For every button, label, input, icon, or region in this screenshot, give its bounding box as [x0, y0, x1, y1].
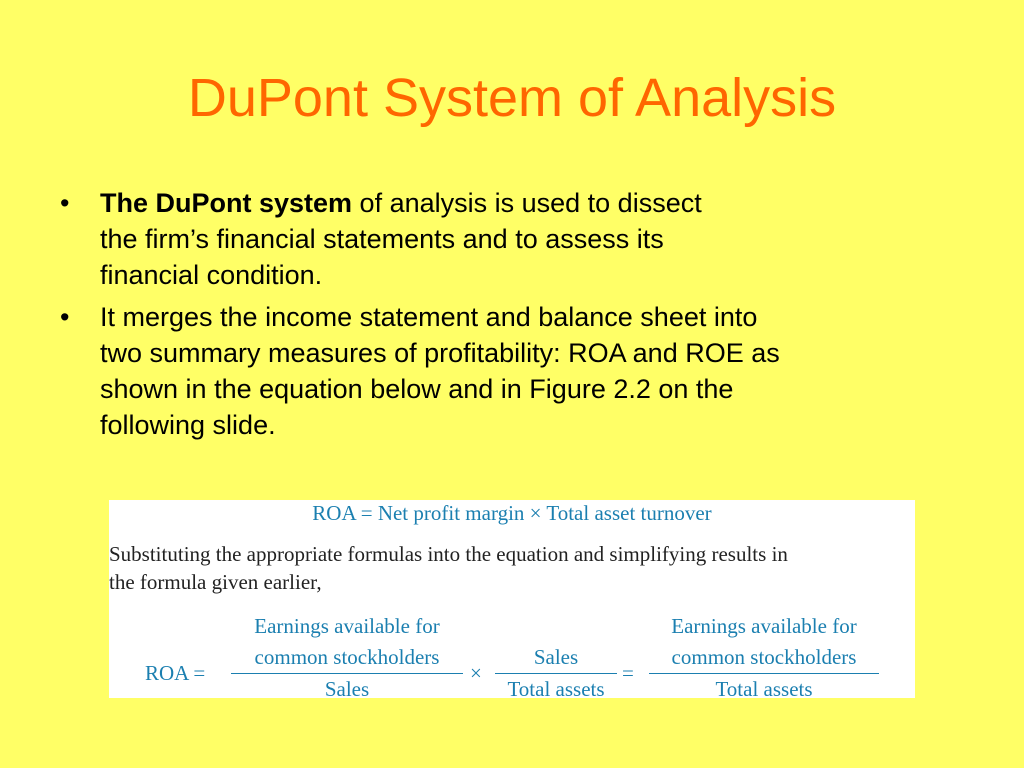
- bullet-line: [100, 185, 980, 221]
- bullet-list: [60, 185, 980, 449]
- bullet-icon: •: [60, 302, 70, 332]
- roa-lhs: ROA =: [145, 661, 206, 685]
- formula-image: [109, 500, 915, 701]
- bullet-text: [100, 185, 980, 293]
- bullet-line: following slide.: [100, 410, 276, 440]
- fraction-numerator: common stockholders: [254, 645, 440, 669]
- fraction-numerator: Earnings available for: [254, 614, 440, 638]
- bullet-text: [100, 299, 980, 443]
- paragraph-line: Substituting the appropriate formulas into the equation and simplifying results in: [109, 542, 788, 566]
- fraction-earnings-assets: [649, 610, 879, 704]
- fraction-earnings-sales: [231, 610, 463, 704]
- fraction-denominator: Total assets: [507, 677, 605, 701]
- formula-paragraph: [109, 540, 915, 596]
- bullet-item: [60, 299, 980, 443]
- bullet-line: financial condition.: [100, 260, 323, 290]
- fraction-denominator: Total assets: [715, 677, 813, 701]
- bullet-line: It merges the income statement and balance sheet into: [100, 302, 758, 332]
- times-operator: ×: [470, 661, 482, 685]
- fraction-numerator: Sales: [533, 645, 579, 669]
- bullet-line: the firm’s financial statements and to assess its: [100, 224, 664, 254]
- bullet-icon: •: [60, 188, 70, 218]
- roa-formula: [109, 610, 915, 701]
- bullet-line: two summary measures of profitability: ROA and ROE as: [100, 338, 780, 368]
- paragraph-line: the formula given earlier,: [109, 570, 322, 594]
- bold-term: The DuPont system: [100, 188, 353, 218]
- slide-title: DuPont System of Analysis: [187, 68, 837, 128]
- fraction-sales-assets: [495, 642, 617, 704]
- bullet-item: [60, 185, 980, 293]
- roa-equation: ROA = Net profit margin × Total asset turnover: [312, 501, 712, 525]
- bullet-line-rest: of analysis is used to dissect: [352, 188, 702, 218]
- fraction-denominator: Sales: [324, 677, 370, 701]
- fraction-numerator: Earnings available for: [671, 614, 857, 638]
- fraction-numerator: common stockholders: [671, 645, 857, 669]
- equals-operator: =: [622, 661, 634, 685]
- bullet-line: shown in the equation below and in Figure 2.2 on the: [100, 374, 734, 404]
